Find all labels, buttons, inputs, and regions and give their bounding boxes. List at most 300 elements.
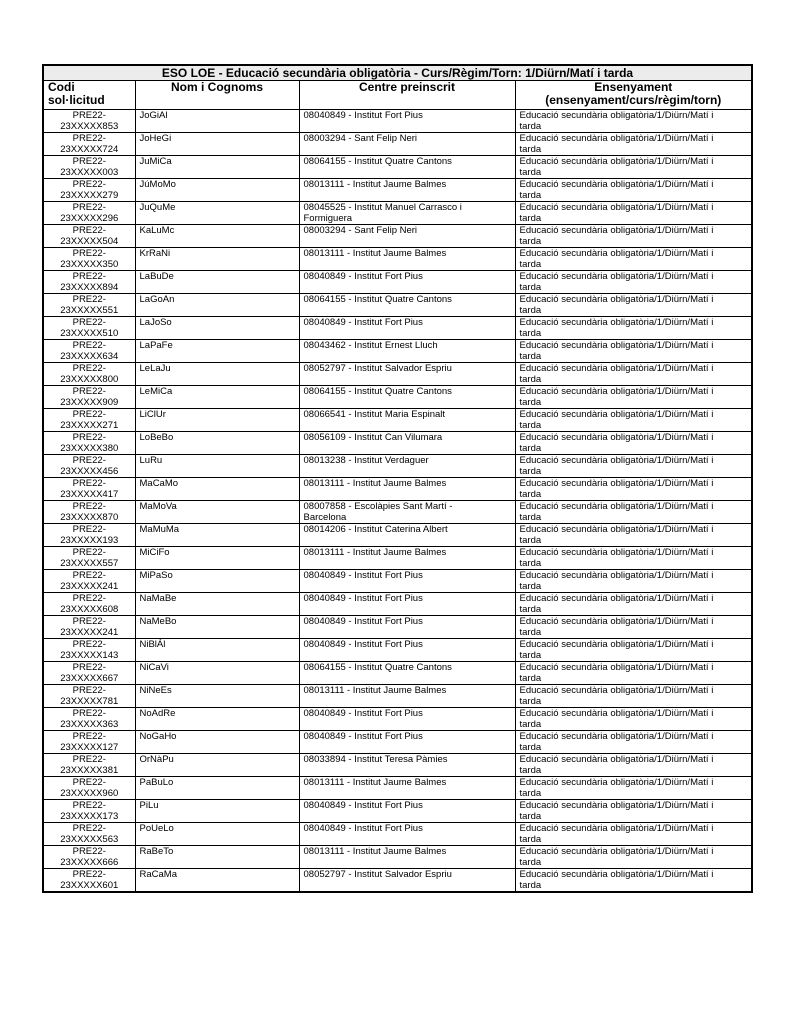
code-line2: 23XXXXX127 xyxy=(60,742,119,753)
centre-line1: 08040849 - Institut Fort Pius xyxy=(303,639,423,650)
table-row xyxy=(43,501,752,524)
cell-centre xyxy=(299,156,515,179)
code-line2: 23XXXXX853 xyxy=(60,121,119,132)
code-line1: PRE22- xyxy=(72,317,106,328)
cell-name: MiPaSo xyxy=(135,570,299,593)
ens-line1: Educació secundària obligatòria/1/Diürn/Matí i xyxy=(519,363,714,374)
cell-ensenyament xyxy=(515,685,752,708)
code-line1: PRE22- xyxy=(72,271,106,282)
ens-line1: Educació secundària obligatòria/1/Diürn/Matí i xyxy=(519,455,714,466)
code-line2: 23XXXXX381 xyxy=(60,765,119,776)
table-row xyxy=(43,478,752,501)
cell-code xyxy=(43,639,135,662)
ens-line1: Educació secundària obligatòria/1/Diürn/Matí i xyxy=(519,409,714,420)
cell-name: KrRaNi xyxy=(135,248,299,271)
cell-name: LiClUr xyxy=(135,409,299,432)
centre-line2: Barcelona xyxy=(303,512,347,523)
code-line2: 23XXXXX870 xyxy=(60,512,119,523)
cell-centre xyxy=(299,432,515,455)
ens-line2: tarda xyxy=(519,282,542,293)
code-line1: PRE22- xyxy=(72,202,106,213)
cell-code xyxy=(43,593,135,616)
code-line2: 23XXXXX456 xyxy=(60,466,119,477)
ens-line2: tarda xyxy=(519,650,542,661)
centre-line1: 08045525 - Institut Manuel Carrasco i xyxy=(303,202,462,213)
cell-code xyxy=(43,248,135,271)
code-line1: PRE22- xyxy=(72,363,106,374)
cell-centre xyxy=(299,754,515,777)
code-line2: 23XXXXX551 xyxy=(60,305,119,316)
ens-line1: Educació secundària obligatòria/1/Diürn/Matí i xyxy=(519,478,714,489)
cell-ensenyament xyxy=(515,547,752,570)
ens-line2: tarda xyxy=(519,167,542,178)
code-line1: PRE22- xyxy=(72,869,106,880)
code-line2: 23XXXXX241 xyxy=(60,581,119,592)
ens-line2: tarda xyxy=(519,305,542,316)
header-code-line1: Codi xyxy=(48,80,75,94)
cell-name: NaMaBe xyxy=(135,593,299,616)
code-line2: 23XXXXX800 xyxy=(60,374,119,385)
code-line2: 23XXXXX894 xyxy=(60,282,119,293)
code-line2: 23XXXXX510 xyxy=(60,328,119,339)
cell-ensenyament xyxy=(515,317,752,340)
cell-ensenyament xyxy=(515,409,752,432)
cell-name: LeMiCa xyxy=(135,386,299,409)
code-line2: 23XXXXX667 xyxy=(60,673,119,684)
table-row xyxy=(43,156,752,179)
cell-centre xyxy=(299,386,515,409)
code-line1: PRE22- xyxy=(72,432,106,443)
table-row xyxy=(43,133,752,156)
table-row xyxy=(43,593,752,616)
cell-name: OrNàPu xyxy=(135,754,299,777)
centre-line1: 08007858 - Escolàpies Sant Martí - xyxy=(303,501,453,512)
ens-line1: Educació secundària obligatòria/1/Diürn/Matí i xyxy=(519,731,714,742)
cell-name: LuRu xyxy=(135,455,299,478)
cell-ensenyament xyxy=(515,593,752,616)
code-line2: 23XXXXX781 xyxy=(60,696,119,707)
ens-line2: tarda xyxy=(519,121,542,132)
code-line2: 23XXXXX417 xyxy=(60,489,119,500)
cell-centre xyxy=(299,248,515,271)
cell-ensenyament xyxy=(515,662,752,685)
centre-line1: 08040849 - Institut Fort Pius xyxy=(303,110,423,121)
ens-line1: Educació secundària obligatòria/1/Diürn/Matí i xyxy=(519,179,714,190)
table-row xyxy=(43,432,752,455)
table-row xyxy=(43,340,752,363)
cell-name: PoUeLo xyxy=(135,823,299,846)
code-line2: 23XXXXX143 xyxy=(60,650,119,661)
table-row xyxy=(43,731,752,754)
ens-line2: tarda xyxy=(519,512,542,523)
table-row xyxy=(43,754,752,777)
cell-centre xyxy=(299,501,515,524)
code-line1: PRE22- xyxy=(72,823,106,834)
centre-line1: 08040849 - Institut Fort Pius xyxy=(303,593,423,604)
cell-name: JuQuMe xyxy=(135,202,299,225)
table-row xyxy=(43,639,752,662)
cell-ensenyament xyxy=(515,869,752,893)
ens-line1: Educació secundària obligatòria/1/Diürn/Matí i xyxy=(519,639,714,650)
code-line2: 23XXXXX271 xyxy=(60,420,119,431)
cell-code xyxy=(43,800,135,823)
cell-centre xyxy=(299,225,515,248)
centre-line1: 08064155 - Institut Quatre Cantons xyxy=(303,662,452,673)
ens-line1: Educació secundària obligatòria/1/Diürn/Matí i xyxy=(519,156,714,167)
table-row xyxy=(43,616,752,639)
table-row xyxy=(43,524,752,547)
table-row xyxy=(43,179,752,202)
cell-ensenyament xyxy=(515,271,752,294)
code-line2: 23XXXXX557 xyxy=(60,558,119,569)
cell-ensenyament xyxy=(515,777,752,800)
code-line1: PRE22- xyxy=(72,110,106,121)
cell-code xyxy=(43,731,135,754)
cell-code xyxy=(43,363,135,386)
ens-line2: tarda xyxy=(519,259,542,270)
ens-line2: tarda xyxy=(519,765,542,776)
cell-code xyxy=(43,225,135,248)
code-line1: PRE22- xyxy=(72,478,106,489)
code-line1: PRE22- xyxy=(72,754,106,765)
ens-line1: Educació secundària obligatòria/1/Diürn/Matí i xyxy=(519,294,714,305)
code-line2: 23XXXXX504 xyxy=(60,236,119,247)
cell-centre xyxy=(299,179,515,202)
cell-name: NiNeEs xyxy=(135,685,299,708)
centre-line1: 08040849 - Institut Fort Pius xyxy=(303,731,423,742)
cell-centre xyxy=(299,340,515,363)
ens-line1: Educació secundària obligatòria/1/Diürn/Matí i xyxy=(519,386,714,397)
cell-name: JoHeGi xyxy=(135,133,299,156)
cell-name: MiCiFo xyxy=(135,547,299,570)
cell-name: MaCaMo xyxy=(135,478,299,501)
cell-code xyxy=(43,662,135,685)
header-row xyxy=(43,81,752,110)
code-line1: PRE22- xyxy=(72,662,106,673)
ens-line1: Educació secundària obligatòria/1/Diürn/Matí i xyxy=(519,662,714,673)
admissions-table xyxy=(42,64,753,893)
cell-ensenyament xyxy=(515,501,752,524)
cell-ensenyament xyxy=(515,225,752,248)
ens-line2: tarda xyxy=(519,742,542,753)
code-line2: 23XXXXX608 xyxy=(60,604,119,615)
code-line1: PRE22- xyxy=(72,777,106,788)
cell-code xyxy=(43,455,135,478)
code-line2: 23XXXXX909 xyxy=(60,397,119,408)
centre-line1: 08033894 - Institut Teresa Pàmies xyxy=(303,754,448,765)
header-centre: Centre preinscrit xyxy=(299,81,515,110)
cell-name: MaMoVa xyxy=(135,501,299,524)
ens-line1: Educació secundària obligatòria/1/Diürn/Matí i xyxy=(519,547,714,558)
centre-line1: 08013111 - Institut Jaume Balmes xyxy=(303,179,447,190)
cell-name: PaBuLo xyxy=(135,777,299,800)
ens-line1: Educació secundària obligatòria/1/Diürn/Matí i xyxy=(519,248,714,259)
centre-line2: Formiguera xyxy=(303,213,353,224)
table-title: ESO LOE - Educació secundària obligatòria - Curs/Règim/Torn: 1/Diürn/Matí i tarda xyxy=(43,65,752,81)
code-line1: PRE22- xyxy=(72,501,106,512)
cell-name: LaGoAn xyxy=(135,294,299,317)
cell-code xyxy=(43,340,135,363)
cell-name: PiLu xyxy=(135,800,299,823)
cell-name: LaPaFe xyxy=(135,340,299,363)
centre-line1: 08040849 - Institut Fort Pius xyxy=(303,800,423,811)
code-line2: 23XXXXX003 xyxy=(60,167,119,178)
table-row xyxy=(43,846,752,869)
cell-ensenyament xyxy=(515,846,752,869)
cell-code xyxy=(43,110,135,133)
cell-centre xyxy=(299,777,515,800)
cell-name: JoGiAl xyxy=(135,110,299,133)
cell-name: LaBuDe xyxy=(135,271,299,294)
ens-line1: Educació secundària obligatòria/1/Diürn/Matí i xyxy=(519,432,714,443)
cell-code xyxy=(43,777,135,800)
cell-centre xyxy=(299,570,515,593)
cell-code xyxy=(43,685,135,708)
cell-centre xyxy=(299,639,515,662)
code-line2: 23XXXXX666 xyxy=(60,857,119,868)
table-row xyxy=(43,547,752,570)
cell-centre xyxy=(299,547,515,570)
table-row xyxy=(43,248,752,271)
ens-line1: Educació secundària obligatòria/1/Diürn/Matí i xyxy=(519,225,714,236)
admissions-list-sheet xyxy=(42,64,751,893)
code-line2: 23XXXXX279 xyxy=(60,190,119,201)
cell-code xyxy=(43,133,135,156)
code-line2: 23XXXXX173 xyxy=(60,811,119,822)
ens-line2: tarda xyxy=(519,604,542,615)
cell-ensenyament xyxy=(515,754,752,777)
cell-centre xyxy=(299,363,515,386)
code-line1: PRE22- xyxy=(72,409,106,420)
cell-name: LoBeBo xyxy=(135,432,299,455)
code-line2: 23XXXXX724 xyxy=(60,144,119,155)
code-line1: PRE22- xyxy=(72,593,106,604)
centre-line1: 08013111 - Institut Jaume Balmes xyxy=(303,547,447,558)
centre-line1: 08013111 - Institut Jaume Balmes xyxy=(303,248,447,259)
cell-ensenyament xyxy=(515,823,752,846)
ens-line2: tarda xyxy=(519,351,542,362)
table-row xyxy=(43,570,752,593)
ens-line1: Educació secundària obligatòria/1/Diürn/Matí i xyxy=(519,570,714,581)
cell-centre xyxy=(299,593,515,616)
centre-line1: 08040849 - Institut Fort Pius xyxy=(303,708,423,719)
ens-line1: Educació secundària obligatòria/1/Diürn/Matí i xyxy=(519,846,714,857)
code-line1: PRE22- xyxy=(72,570,106,581)
cell-centre xyxy=(299,524,515,547)
cell-code xyxy=(43,570,135,593)
cell-ensenyament xyxy=(515,340,752,363)
cell-code xyxy=(43,386,135,409)
code-line1: PRE22- xyxy=(72,133,106,144)
centre-line1: 08064155 - Institut Quatre Cantons xyxy=(303,294,452,305)
code-line1: PRE22- xyxy=(72,639,106,650)
cell-centre xyxy=(299,202,515,225)
table-row xyxy=(43,823,752,846)
centre-line1: 08064155 - Institut Quatre Cantons xyxy=(303,156,452,167)
cell-code xyxy=(43,478,135,501)
centre-line1: 08052797 - Institut Salvador Espriu xyxy=(303,363,452,374)
ens-line1: Educació secundària obligatòria/1/Diürn/Matí i xyxy=(519,616,714,627)
cell-name: JúMoMo xyxy=(135,179,299,202)
cell-code xyxy=(43,869,135,893)
table-row xyxy=(43,455,752,478)
centre-line1: 08056109 - Institut Can Vilumara xyxy=(303,432,443,443)
cell-centre xyxy=(299,271,515,294)
table-row xyxy=(43,708,752,731)
table-row xyxy=(43,317,752,340)
cell-ensenyament xyxy=(515,570,752,593)
centre-line1: 08014206 - Institut Caterina Albert xyxy=(303,524,448,535)
centre-line1: 08013111 - Institut Jaume Balmes xyxy=(303,777,447,788)
table-row xyxy=(43,409,752,432)
table-row xyxy=(43,110,752,133)
code-line1: PRE22- xyxy=(72,708,106,719)
cell-code xyxy=(43,409,135,432)
table-row xyxy=(43,271,752,294)
ens-line1: Educació secundària obligatòria/1/Diürn/Matí i xyxy=(519,501,714,512)
ens-line1: Educació secundària obligatòria/1/Diürn/Matí i xyxy=(519,271,714,282)
ens-line2: tarda xyxy=(519,489,542,500)
cell-centre xyxy=(299,731,515,754)
cell-name: RaBeTo xyxy=(135,846,299,869)
cell-ensenyament xyxy=(515,478,752,501)
cell-ensenyament xyxy=(515,248,752,271)
ens-line1: Educació secundària obligatòria/1/Diürn/Matí i xyxy=(519,777,714,788)
cell-centre xyxy=(299,455,515,478)
cell-ensenyament xyxy=(515,110,752,133)
cell-name: NiCaVi xyxy=(135,662,299,685)
code-line1: PRE22- xyxy=(72,248,106,259)
cell-ensenyament xyxy=(515,386,752,409)
cell-name: KaLuMc xyxy=(135,225,299,248)
cell-code xyxy=(43,547,135,570)
cell-code xyxy=(43,616,135,639)
code-line1: PRE22- xyxy=(72,225,106,236)
cell-ensenyament xyxy=(515,202,752,225)
ens-line1: Educació secundària obligatòria/1/Diürn/Matí i xyxy=(519,800,714,811)
cell-centre xyxy=(299,823,515,846)
centre-line1: 08003294 - Sant Felip Neri xyxy=(303,225,418,236)
code-line1: PRE22- xyxy=(72,524,106,535)
table-row xyxy=(43,386,752,409)
ens-line1: Educació secundària obligatòria/1/Diürn/Matí i xyxy=(519,754,714,765)
ens-line1: Educació secundària obligatòria/1/Diürn/Matí i xyxy=(519,133,714,144)
ens-line1: Educació secundària obligatòria/1/Diürn/Matí i xyxy=(519,340,714,351)
cell-ensenyament xyxy=(515,639,752,662)
cell-ensenyament xyxy=(515,800,752,823)
cell-ensenyament xyxy=(515,432,752,455)
header-code xyxy=(43,81,135,110)
centre-line1: 08013111 - Institut Jaume Balmes xyxy=(303,478,447,489)
table-row xyxy=(43,662,752,685)
centre-line1: 08040849 - Institut Fort Pius xyxy=(303,823,423,834)
table-row xyxy=(43,202,752,225)
ens-line1: Educació secundària obligatòria/1/Diürn/Matí i xyxy=(519,110,714,121)
ens-line2: tarda xyxy=(519,328,542,339)
ens-line2: tarda xyxy=(519,443,542,454)
cell-code xyxy=(43,754,135,777)
cell-centre xyxy=(299,846,515,869)
code-line1: PRE22- xyxy=(72,685,106,696)
cell-name: NoAdRe xyxy=(135,708,299,731)
code-line2: 23XXXXX363 xyxy=(60,719,119,730)
cell-ensenyament xyxy=(515,616,752,639)
centre-line1: 08040849 - Institut Fort Pius xyxy=(303,271,423,282)
centre-line1: 08052797 - Institut Salvador Espriu xyxy=(303,869,452,880)
code-line1: PRE22- xyxy=(72,455,106,466)
code-line2: 23XXXXX296 xyxy=(60,213,119,224)
ens-line2: tarda xyxy=(519,880,542,891)
cell-centre xyxy=(299,662,515,685)
cell-code xyxy=(43,156,135,179)
cell-code xyxy=(43,823,135,846)
code-line2: 23XXXXX241 xyxy=(60,627,119,638)
centre-line1: 08003294 - Sant Felip Neri xyxy=(303,133,418,144)
ens-line1: Educació secundària obligatòria/1/Diürn/Matí i xyxy=(519,524,714,535)
header-ensenyament xyxy=(515,81,752,110)
cell-centre xyxy=(299,800,515,823)
centre-line1: 08040849 - Institut Fort Pius xyxy=(303,317,423,328)
ens-line2: tarda xyxy=(519,420,542,431)
cell-name: LaJoSo xyxy=(135,317,299,340)
cell-centre xyxy=(299,869,515,893)
table-row xyxy=(43,225,752,248)
cell-code xyxy=(43,294,135,317)
ens-line1: Educació secundària obligatòria/1/Diürn/Matí i xyxy=(519,708,714,719)
ens-line1: Educació secundària obligatòria/1/Diürn/Matí i xyxy=(519,593,714,604)
ens-line2: tarda xyxy=(519,466,542,477)
ens-line2: tarda xyxy=(519,696,542,707)
ens-line2: tarda xyxy=(519,213,542,224)
code-line1: PRE22- xyxy=(72,800,106,811)
ens-line2: tarda xyxy=(519,190,542,201)
cell-ensenyament xyxy=(515,455,752,478)
code-line2: 23XXXXX960 xyxy=(60,788,119,799)
cell-code xyxy=(43,524,135,547)
cell-ensenyament xyxy=(515,524,752,547)
cell-name: NoGaHo xyxy=(135,731,299,754)
cell-centre xyxy=(299,294,515,317)
centre-line1: 08043462 - Institut Ernest Lluch xyxy=(303,340,438,351)
table-row xyxy=(43,869,752,893)
centre-line1: 08013238 - Institut Verdaguer xyxy=(303,455,429,466)
ens-line2: tarda xyxy=(519,558,542,569)
cell-code xyxy=(43,846,135,869)
code-line2: 23XXXXX634 xyxy=(60,351,119,362)
code-line1: PRE22- xyxy=(72,294,106,305)
cell-centre xyxy=(299,478,515,501)
cell-code xyxy=(43,708,135,731)
cell-centre xyxy=(299,409,515,432)
ens-line1: Educació secundària obligatòria/1/Diürn/Matí i xyxy=(519,317,714,328)
cell-code xyxy=(43,179,135,202)
cell-centre xyxy=(299,708,515,731)
header-name: Nom i Cognoms xyxy=(135,81,299,110)
code-line1: PRE22- xyxy=(72,731,106,742)
cell-code xyxy=(43,271,135,294)
table-row xyxy=(43,800,752,823)
cell-centre xyxy=(299,110,515,133)
ens-line2: tarda xyxy=(519,673,542,684)
cell-name: MaMuMa xyxy=(135,524,299,547)
table-row xyxy=(43,294,752,317)
ens-line2: tarda xyxy=(519,236,542,247)
ens-line1: Educació secundària obligatòria/1/Diürn/Matí i xyxy=(519,823,714,834)
table-row xyxy=(43,685,752,708)
cell-name: JuMiCa xyxy=(135,156,299,179)
cell-code xyxy=(43,317,135,340)
cell-ensenyament xyxy=(515,156,752,179)
